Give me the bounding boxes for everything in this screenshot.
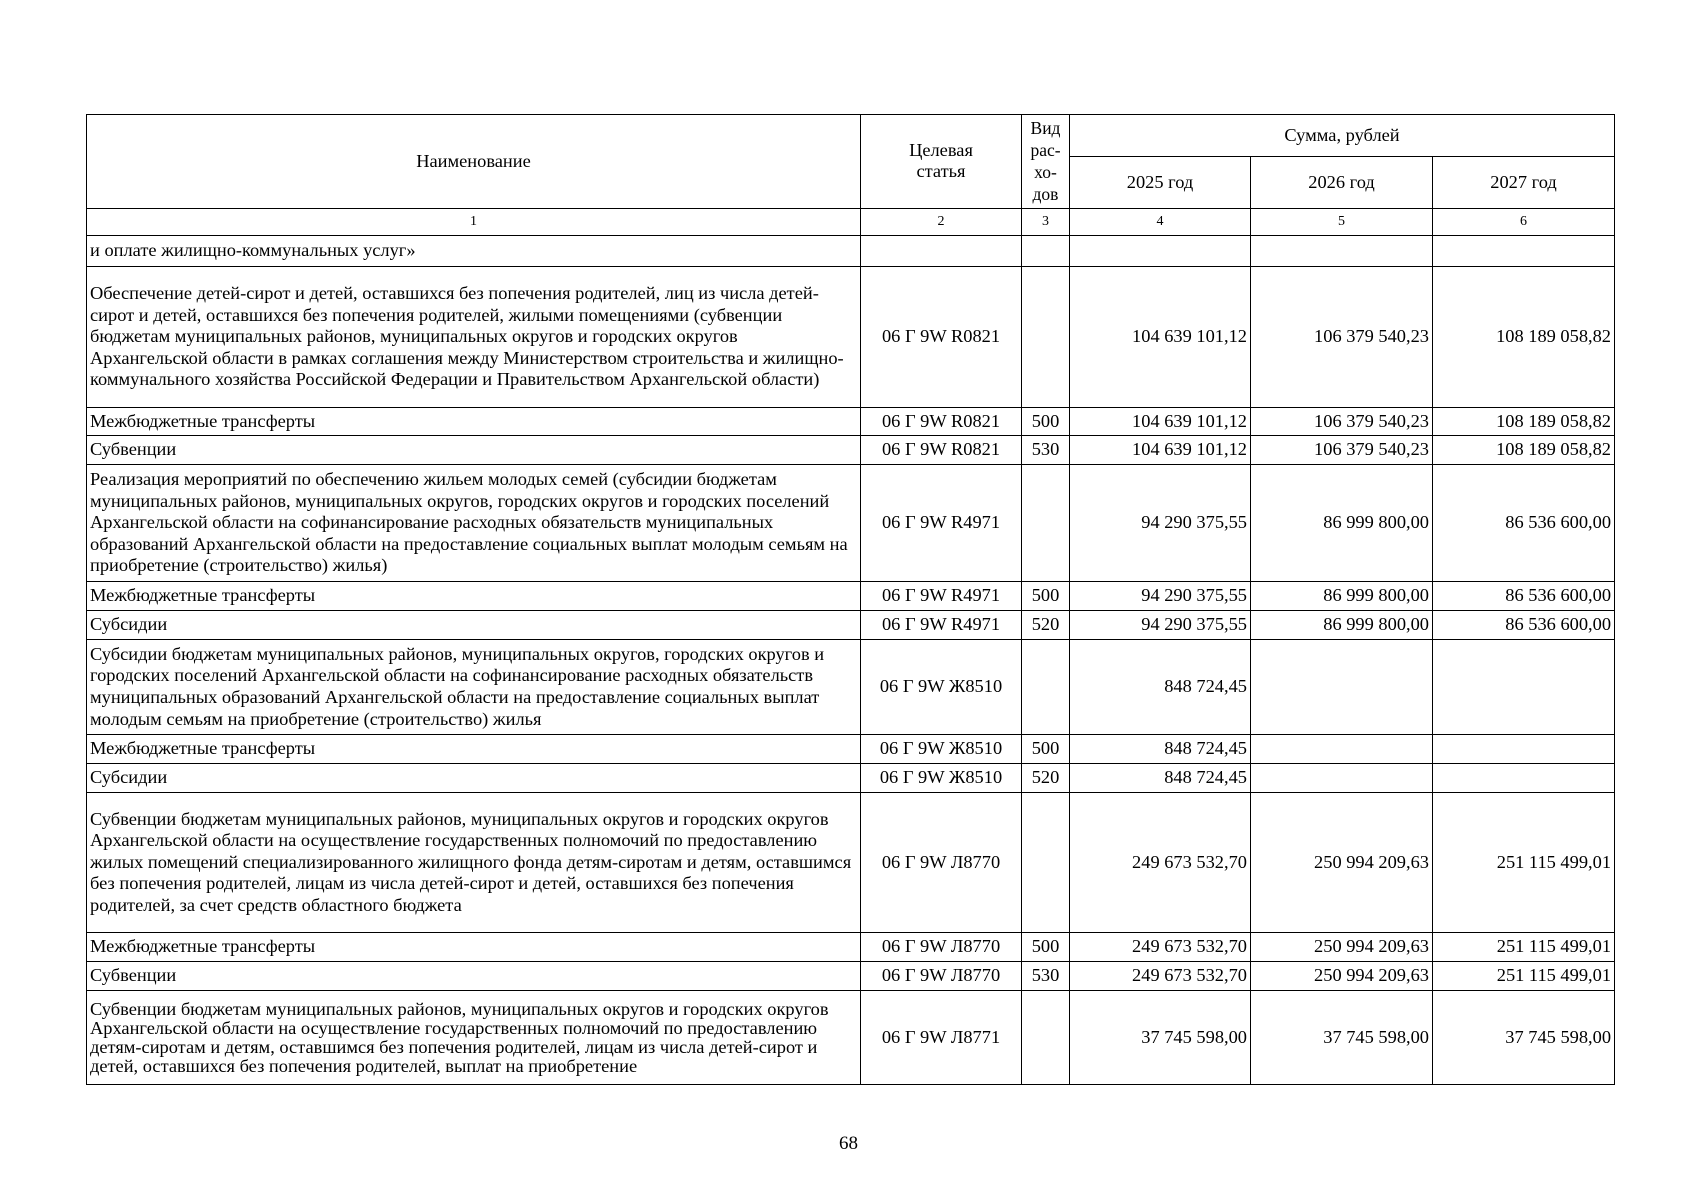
row-2026: 106 379 540,23 bbox=[1251, 408, 1433, 436]
row-2025: 94 290 375,55 bbox=[1070, 582, 1251, 611]
row-name: Обеспечение детей-сирот и детей, оставшихся без попечения родителей, лиц из числа детей-сирот и детей, оставшихся без попечения родителей, жилыми помещениями (субвенции бюджетам муниципальных районов, муниципальных округов и городских округов Архангельской области в рамках соглашения между Министерством строительства и жилищно-коммунального хозяйства Российской Федерации и Правительством Архангельской области) bbox=[87, 267, 861, 408]
row-2026: 106 379 540,23 bbox=[1251, 267, 1433, 408]
table-row bbox=[87, 436, 1615, 465]
row-name: Субвенции бюджетам муниципальных районов, муниципальных округов и городских округов Архангельской области на осуществление государственных полномочий по предоставлению детям-сиротам и детям, оставшимся без попечения родителей, лицам из числа детей-сирот и детей, оставшихся без попечения родителей, выплат на приобретение bbox=[87, 991, 861, 1085]
table-row bbox=[87, 991, 1615, 1085]
table-row bbox=[87, 611, 1615, 640]
row-2025: 249 673 532,70 bbox=[1070, 962, 1251, 991]
table-row bbox=[87, 408, 1615, 436]
row-2027 bbox=[1433, 236, 1615, 267]
row-2027 bbox=[1433, 735, 1615, 764]
row-2027: 108 189 058,82 bbox=[1433, 436, 1615, 465]
header-target-text: Целевая статья bbox=[909, 140, 973, 182]
row-code: 06 Г 9W Ж8510 bbox=[861, 640, 1022, 735]
row-code: 06 Г 9W R4971 bbox=[861, 465, 1022, 582]
row-name: Субсидии бюджетам муниципальных районов, муниципальных округов, городских округов и городских поселений Архангельской области на софинансирование расходных обязательств муниципальных образований Архангельской области на предоставление социальных выплат молодым семьям на приобретение (строительство) жилья bbox=[87, 640, 861, 735]
row-2026: 250 994 209,63 bbox=[1251, 793, 1433, 933]
row-2027: 251 115 499,01 bbox=[1433, 933, 1615, 962]
row-kind bbox=[1022, 267, 1070, 408]
row-2025: 104 639 101,12 bbox=[1070, 267, 1251, 408]
row-2027: 251 115 499,01 bbox=[1433, 793, 1615, 933]
header-2026: 2026 год bbox=[1251, 157, 1433, 209]
table-row bbox=[87, 933, 1615, 962]
row-code: 06 Г 9W Л8771 bbox=[861, 991, 1022, 1085]
header-name: Наименование bbox=[87, 115, 861, 209]
row-kind: 520 bbox=[1022, 764, 1070, 793]
header-sum: Сумма, рублей bbox=[1070, 115, 1615, 157]
table-row bbox=[87, 236, 1615, 267]
row-code: 06 Г 9W R0821 bbox=[861, 408, 1022, 436]
row-name: Субвенции bbox=[87, 962, 861, 991]
row-kind: 530 bbox=[1022, 436, 1070, 465]
table-row bbox=[87, 267, 1615, 408]
row-2025: 249 673 532,70 bbox=[1070, 793, 1251, 933]
row-code: 06 Г 9W Ж8510 bbox=[861, 764, 1022, 793]
row-name: Межбюджетные трансферты bbox=[87, 582, 861, 611]
row-code: 06 Г 9W Ж8510 bbox=[861, 735, 1022, 764]
row-2025: 104 639 101,12 bbox=[1070, 436, 1251, 465]
row-code: 06 Г 9W Л8770 bbox=[861, 962, 1022, 991]
row-kind: 500 bbox=[1022, 735, 1070, 764]
row-2026: 86 999 800,00 bbox=[1251, 582, 1433, 611]
row-name: Субвенции бюджетам муниципальных районов, муниципальных округов и городских округов Архангельской области на осуществление государственных полномочий по предоставлению жилых помещений специализированного жилищного фонда детям-сиротам и детям, оставшимся без попечения родителей, лицам из числа детей-сирот и детей, оставшихся без попечения родителей, за счет средств областного бюджета bbox=[87, 793, 861, 933]
row-code: 06 Г 9W R4971 bbox=[861, 611, 1022, 640]
row-kind: 530 bbox=[1022, 962, 1070, 991]
col-number-3: 3 bbox=[1022, 209, 1070, 236]
row-2025: 848 724,45 bbox=[1070, 640, 1251, 735]
budget-table bbox=[86, 114, 1615, 1085]
row-2025 bbox=[1070, 236, 1251, 267]
row-2027: 86 536 600,00 bbox=[1433, 611, 1615, 640]
col-number-1: 1 bbox=[87, 209, 861, 236]
row-name: Субвенции bbox=[87, 436, 861, 465]
col-number-5: 5 bbox=[1251, 209, 1433, 236]
row-2026 bbox=[1251, 236, 1433, 267]
row-2027: 251 115 499,01 bbox=[1433, 962, 1615, 991]
row-2027: 108 189 058,82 bbox=[1433, 408, 1615, 436]
row-2026: 106 379 540,23 bbox=[1251, 436, 1433, 465]
row-code: 06 Г 9W Л8770 bbox=[861, 933, 1022, 962]
table-row bbox=[87, 640, 1615, 735]
header-2027: 2027 год bbox=[1433, 157, 1615, 209]
header-2025: 2025 год bbox=[1070, 157, 1251, 209]
row-kind: 520 bbox=[1022, 611, 1070, 640]
table-row bbox=[87, 764, 1615, 793]
table-row bbox=[87, 465, 1615, 582]
row-2027: 86 536 600,00 bbox=[1433, 465, 1615, 582]
table-row bbox=[87, 582, 1615, 611]
row-name: Межбюджетные трансферты bbox=[87, 735, 861, 764]
row-2026 bbox=[1251, 735, 1433, 764]
page-number: 68 bbox=[839, 1133, 858, 1154]
row-2026: 86 999 800,00 bbox=[1251, 611, 1433, 640]
header-row-top bbox=[87, 115, 1615, 157]
row-2027: 86 536 600,00 bbox=[1433, 582, 1615, 611]
row-2026: 37 745 598,00 bbox=[1251, 991, 1433, 1085]
row-kind bbox=[1022, 236, 1070, 267]
table-row bbox=[87, 793, 1615, 933]
row-2027 bbox=[1433, 764, 1615, 793]
row-2026: 86 999 800,00 bbox=[1251, 465, 1433, 582]
row-name: Субсидии bbox=[87, 611, 861, 640]
header-kind bbox=[1022, 115, 1070, 209]
row-2025: 94 290 375,55 bbox=[1070, 611, 1251, 640]
row-2027 bbox=[1433, 640, 1615, 735]
col-number-6: 6 bbox=[1433, 209, 1615, 236]
col-number-4: 4 bbox=[1070, 209, 1251, 236]
row-2025: 249 673 532,70 bbox=[1070, 933, 1251, 962]
row-code: 06 Г 9W R0821 bbox=[861, 267, 1022, 408]
row-name: Межбюджетные трансферты bbox=[87, 408, 861, 436]
row-kind: 500 bbox=[1022, 933, 1070, 962]
table-row bbox=[87, 735, 1615, 764]
table-row bbox=[87, 962, 1615, 991]
row-name: Межбюджетные трансферты bbox=[87, 933, 861, 962]
row-2027: 108 189 058,82 bbox=[1433, 267, 1615, 408]
row-2025: 37 745 598,00 bbox=[1070, 991, 1251, 1085]
header-target bbox=[861, 115, 1022, 209]
row-2027: 37 745 598,00 bbox=[1433, 991, 1615, 1085]
row-2026: 250 994 209,63 bbox=[1251, 962, 1433, 991]
row-2025: 848 724,45 bbox=[1070, 735, 1251, 764]
row-2026 bbox=[1251, 764, 1433, 793]
row-code: 06 Г 9W R4971 bbox=[861, 582, 1022, 611]
row-2026 bbox=[1251, 640, 1433, 735]
col-number-2: 2 bbox=[861, 209, 1022, 236]
row-2025: 94 290 375,55 bbox=[1070, 465, 1251, 582]
row-name: Субсидии bbox=[87, 764, 861, 793]
row-kind bbox=[1022, 793, 1070, 933]
header-kind-text: Вид рас-хо-дов bbox=[1030, 118, 1061, 205]
row-kind bbox=[1022, 640, 1070, 735]
row-code: 06 Г 9W R0821 bbox=[861, 436, 1022, 465]
row-2026: 250 994 209,63 bbox=[1251, 933, 1433, 962]
row-name: Реализация мероприятий по обеспечению жильем молодых семей (субсидии бюджетам муниципальных районов, муниципальных округов, городских округов и городских поселений Архангельской области на софинансирование расходных обязательств муниципальных образований Архангельской области на предоставление социальных выплат молодым семьям на приобретение (строительство) жилья) bbox=[87, 465, 861, 582]
row-code bbox=[861, 236, 1022, 267]
row-2025: 104 639 101,12 bbox=[1070, 408, 1251, 436]
row-kind: 500 bbox=[1022, 582, 1070, 611]
row-code: 06 Г 9W Л8770 bbox=[861, 793, 1022, 933]
row-kind bbox=[1022, 991, 1070, 1085]
header-row-numbers bbox=[87, 209, 1615, 236]
row-name: и оплате жилищно-коммунальных услуг» bbox=[87, 236, 861, 267]
row-kind bbox=[1022, 465, 1070, 582]
row-2025: 848 724,45 bbox=[1070, 764, 1251, 793]
row-kind: 500 bbox=[1022, 408, 1070, 436]
